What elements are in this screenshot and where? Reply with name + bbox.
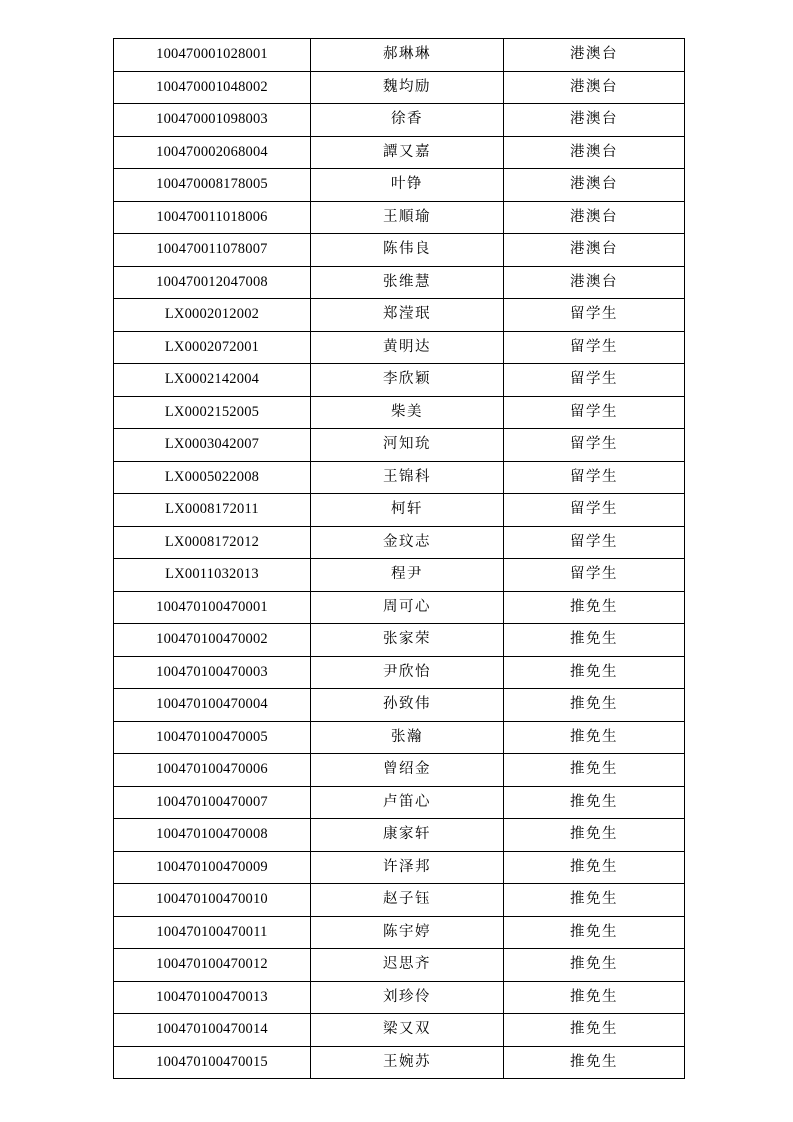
cell-student-category: 推免生 (504, 819, 685, 852)
roster-table (113, 38, 685, 1079)
table-row (114, 851, 685, 884)
cell-student-id: LX0002142004 (114, 364, 311, 397)
cell-student-category: 留学生 (504, 331, 685, 364)
table-row (114, 234, 685, 267)
table-row (114, 786, 685, 819)
cell-student-id: 100470100470007 (114, 786, 311, 819)
cell-student-id: 100470100470014 (114, 1014, 311, 1047)
table-row (114, 136, 685, 169)
roster-table-container (113, 38, 681, 1079)
cell-student-id: 100470100470003 (114, 656, 311, 689)
cell-student-id: 100470100470008 (114, 819, 311, 852)
cell-student-category: 留学生 (504, 429, 685, 462)
cell-student-name: 譚又嘉 (311, 136, 504, 169)
cell-student-name: 迟思齐 (311, 949, 504, 982)
cell-student-id: 100470011018006 (114, 201, 311, 234)
cell-student-name: 河知玧 (311, 429, 504, 462)
cell-student-category: 留学生 (504, 526, 685, 559)
table-row (114, 819, 685, 852)
cell-student-id: LX0003042007 (114, 429, 311, 462)
cell-student-category: 港澳台 (504, 136, 685, 169)
table-row (114, 884, 685, 917)
cell-student-name: 孙致伟 (311, 689, 504, 722)
cell-student-name: 柴美 (311, 396, 504, 429)
cell-student-id: 100470100470011 (114, 916, 311, 949)
cell-student-name: 康家轩 (311, 819, 504, 852)
table-row (114, 624, 685, 657)
cell-student-id: 100470012047008 (114, 266, 311, 299)
cell-student-category: 推免生 (504, 689, 685, 722)
cell-student-name: 张瀚 (311, 721, 504, 754)
cell-student-name: 尹欣怡 (311, 656, 504, 689)
cell-student-name: 金玟志 (311, 526, 504, 559)
cell-student-id: LX0008172011 (114, 494, 311, 527)
table-row (114, 1014, 685, 1047)
cell-student-category: 推免生 (504, 656, 685, 689)
cell-student-name: 陈宇婷 (311, 916, 504, 949)
cell-student-name: 叶铮 (311, 169, 504, 202)
table-row (114, 331, 685, 364)
cell-student-name: 魏均励 (311, 71, 504, 104)
cell-student-name: 曾绍金 (311, 754, 504, 787)
cell-student-id: 100470100470009 (114, 851, 311, 884)
cell-student-id: LX0002012002 (114, 299, 311, 332)
cell-student-name: 梁又双 (311, 1014, 504, 1047)
table-row (114, 169, 685, 202)
cell-student-name: 张家荣 (311, 624, 504, 657)
cell-student-name: 程尹 (311, 559, 504, 592)
cell-student-category: 港澳台 (504, 266, 685, 299)
cell-student-category: 港澳台 (504, 169, 685, 202)
cell-student-id: 100470100470005 (114, 721, 311, 754)
cell-student-name: 王順瑜 (311, 201, 504, 234)
cell-student-category: 推免生 (504, 981, 685, 1014)
cell-student-category: 港澳台 (504, 234, 685, 267)
table-row (114, 981, 685, 1014)
cell-student-category: 推免生 (504, 1014, 685, 1047)
table-row (114, 721, 685, 754)
table-row (114, 916, 685, 949)
cell-student-name: 郑滢珉 (311, 299, 504, 332)
cell-student-id: 100470002068004 (114, 136, 311, 169)
cell-student-category: 推免生 (504, 754, 685, 787)
cell-student-id: LX0011032013 (114, 559, 311, 592)
cell-student-id: 100470001048002 (114, 71, 311, 104)
cell-student-id: LX0005022008 (114, 461, 311, 494)
cell-student-category: 港澳台 (504, 104, 685, 137)
cell-student-category: 推免生 (504, 591, 685, 624)
cell-student-category: 推免生 (504, 916, 685, 949)
cell-student-category: 留学生 (504, 299, 685, 332)
table-row (114, 754, 685, 787)
cell-student-id: 100470100470015 (114, 1046, 311, 1079)
cell-student-name: 卢笛心 (311, 786, 504, 819)
cell-student-name: 王锦科 (311, 461, 504, 494)
cell-student-id: 100470100470006 (114, 754, 311, 787)
cell-student-name: 王婉苏 (311, 1046, 504, 1079)
table-row (114, 689, 685, 722)
cell-student-name: 黄明达 (311, 331, 504, 364)
cell-student-category: 推免生 (504, 884, 685, 917)
cell-student-name: 张维慧 (311, 266, 504, 299)
cell-student-category: 推免生 (504, 851, 685, 884)
cell-student-id: 100470001028001 (114, 39, 311, 72)
roster-table-body (114, 39, 685, 1079)
cell-student-id: 100470100470012 (114, 949, 311, 982)
cell-student-id: 100470100470010 (114, 884, 311, 917)
table-row (114, 429, 685, 462)
table-row (114, 591, 685, 624)
cell-student-id: LX0002072001 (114, 331, 311, 364)
cell-student-id: 100470100470002 (114, 624, 311, 657)
cell-student-category: 推免生 (504, 721, 685, 754)
cell-student-id: 100470011078007 (114, 234, 311, 267)
table-row (114, 201, 685, 234)
cell-student-id: LX0008172012 (114, 526, 311, 559)
table-row (114, 299, 685, 332)
cell-student-category: 留学生 (504, 494, 685, 527)
cell-student-category: 推免生 (504, 1046, 685, 1079)
cell-student-name: 徐香 (311, 104, 504, 137)
cell-student-category: 留学生 (504, 364, 685, 397)
table-row (114, 559, 685, 592)
cell-student-name: 陈伟良 (311, 234, 504, 267)
cell-student-category: 推免生 (504, 624, 685, 657)
table-row (114, 461, 685, 494)
cell-student-id: 100470100470013 (114, 981, 311, 1014)
cell-student-category: 留学生 (504, 396, 685, 429)
cell-student-category: 留学生 (504, 559, 685, 592)
cell-student-category: 推免生 (504, 949, 685, 982)
cell-student-category: 港澳台 (504, 201, 685, 234)
table-row (114, 494, 685, 527)
table-row (114, 39, 685, 72)
table-row (114, 656, 685, 689)
cell-student-category: 港澳台 (504, 39, 685, 72)
cell-student-id: 100470100470001 (114, 591, 311, 624)
cell-student-name: 李欣颖 (311, 364, 504, 397)
table-row (114, 71, 685, 104)
table-row (114, 396, 685, 429)
cell-student-name: 周可心 (311, 591, 504, 624)
cell-student-name: 柯轩 (311, 494, 504, 527)
table-row (114, 526, 685, 559)
cell-student-name: 赵子钰 (311, 884, 504, 917)
cell-student-name: 郝琳琳 (311, 39, 504, 72)
cell-student-id: LX0002152005 (114, 396, 311, 429)
table-row (114, 266, 685, 299)
table-row (114, 104, 685, 137)
cell-student-id: 100470008178005 (114, 169, 311, 202)
cell-student-category: 推免生 (504, 786, 685, 819)
cell-student-id: 100470100470004 (114, 689, 311, 722)
cell-student-name: 许泽邦 (311, 851, 504, 884)
cell-student-category: 留学生 (504, 461, 685, 494)
table-row (114, 949, 685, 982)
cell-student-name: 刘珍伶 (311, 981, 504, 1014)
cell-student-category: 港澳台 (504, 71, 685, 104)
table-row (114, 1046, 685, 1079)
table-row (114, 364, 685, 397)
cell-student-id: 100470001098003 (114, 104, 311, 137)
